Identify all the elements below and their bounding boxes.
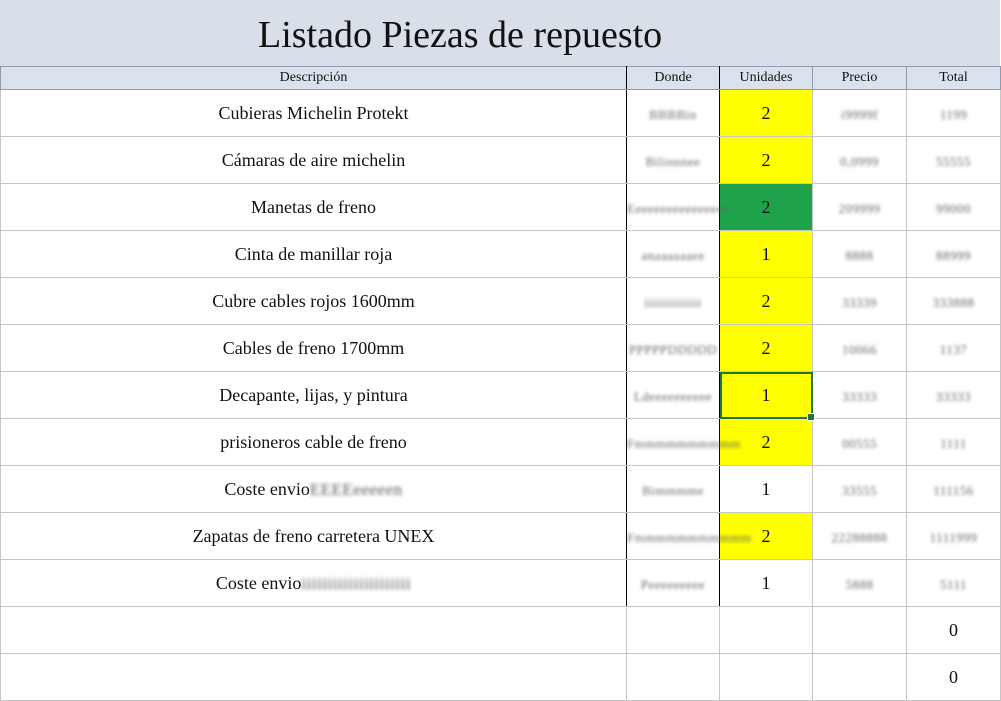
cell-unidades[interactable]: 1	[720, 372, 813, 419]
cell-unidades[interactable]: 1	[720, 560, 813, 607]
precio-text: 5888	[845, 576, 874, 592]
donde-text: iiiiiiiiiiiiii	[644, 294, 702, 310]
cell-precio[interactable]	[813, 90, 907, 137]
cell-unidades[interactable]: 2	[720, 137, 813, 184]
cell-descripcion[interactable]	[1, 137, 627, 184]
cell-total[interactable]	[907, 278, 1001, 325]
descripcion-redacted: iiiiiiiiiiiiiiiiiiiii	[301, 573, 412, 593]
cell-unidades[interactable]	[720, 654, 813, 701]
table-row	[1, 137, 1001, 184]
precio-text: i9999f	[841, 106, 878, 122]
total-text: 33333	[936, 388, 971, 404]
cell-descripcion[interactable]	[1, 607, 627, 654]
cell-unidades[interactable]: 2	[720, 278, 813, 325]
cell-donde[interactable]	[627, 372, 720, 419]
total-text: 0	[949, 666, 958, 687]
cell-precio[interactable]	[813, 513, 907, 560]
cell-precio[interactable]	[813, 325, 907, 372]
table-row	[1, 419, 1001, 466]
precio-text: 33333	[842, 388, 877, 404]
descripcion-text: Coste envio	[224, 478, 310, 499]
column-header-unidades[interactable]: Unidades	[720, 67, 813, 90]
cell-unidades[interactable]: 1	[720, 231, 813, 278]
cell-precio[interactable]	[813, 654, 907, 701]
cell-donde[interactable]	[627, 419, 741, 466]
total-text: 5111	[939, 576, 968, 592]
cell-descripcion[interactable]	[1, 466, 627, 513]
cell-descripcion[interactable]	[1, 654, 627, 701]
donde-text: PPPPPDDDDD	[628, 341, 718, 357]
donde-text: Peeeeeeeee	[640, 576, 706, 592]
donde-text: BBBBin	[649, 106, 697, 122]
cell-unidades[interactable]: 2	[720, 325, 813, 372]
cell-descripcion[interactable]	[1, 372, 627, 419]
fill-handle[interactable]	[807, 413, 815, 421]
cell-precio[interactable]	[813, 278, 907, 325]
descripcion-text: Manetas de freno	[251, 196, 376, 217]
total-text: 1199	[939, 106, 968, 122]
total-text: 55555	[936, 153, 971, 169]
cell-descripcion[interactable]	[1, 90, 627, 137]
table-row	[1, 513, 1001, 560]
descripcion-text: Zapatas de freno carretera UNEX	[192, 525, 435, 546]
table-row	[1, 90, 1001, 137]
cell-donde[interactable]	[627, 231, 720, 278]
descripcion-text: Cubre cables rojos 1600mm	[212, 290, 415, 311]
cell-descripcion[interactable]	[1, 231, 627, 278]
descripcion-text: prisioneros cable de freno	[220, 431, 407, 452]
total-text: 333888	[932, 294, 975, 310]
table-row	[1, 278, 1001, 325]
cell-precio[interactable]	[813, 372, 907, 419]
cell-total[interactable]	[907, 466, 1001, 513]
total-text: 111156	[933, 482, 974, 498]
cell-unidades[interactable]: 2	[720, 513, 813, 560]
descripcion-text: Cubieras Michelin Protekt	[218, 102, 409, 123]
precio-text: 33339	[842, 294, 877, 310]
total-text: 1111	[940, 435, 967, 451]
cell-total[interactable]	[907, 184, 1001, 231]
total-text: 0	[949, 619, 958, 640]
cell-total[interactable]	[907, 419, 1001, 466]
table-row	[1, 325, 1001, 372]
cell-donde[interactable]	[627, 278, 720, 325]
cell-total[interactable]	[907, 90, 1001, 137]
descripcion-text: Cinta de manillar roja	[234, 243, 393, 264]
cell-total[interactable]	[907, 137, 1001, 184]
cell-unidades[interactable]: 2	[720, 184, 813, 231]
cell-total[interactable]	[907, 231, 1001, 278]
column-header-descripcion[interactable]: Descripción	[1, 67, 627, 90]
column-header-donde[interactable]: Donde	[627, 67, 720, 90]
cell-donde[interactable]	[627, 325, 720, 372]
cell-descripcion[interactable]	[1, 560, 627, 607]
total-text: 99000	[936, 200, 971, 216]
precio-text: 00555	[842, 435, 877, 451]
cell-total[interactable]	[907, 513, 1001, 560]
table-row	[1, 372, 1001, 419]
cell-donde[interactable]	[627, 137, 720, 184]
cell-donde[interactable]	[627, 90, 720, 137]
cell-unidades[interactable]: 2	[720, 419, 813, 466]
cell-precio[interactable]	[813, 419, 907, 466]
table-row	[1, 654, 1001, 701]
cell-precio[interactable]	[813, 560, 907, 607]
cell-total[interactable]	[907, 325, 1001, 372]
table-row	[1, 231, 1001, 278]
parts-table	[0, 66, 1001, 701]
precio-text: 33555	[842, 482, 877, 498]
donde-text: Eeeeeeeeeeeeeeee	[627, 200, 730, 216]
descripcion-text: Decapante, lijas, y pintura	[219, 384, 408, 405]
donde-text: Ldeeeeeeeeee	[633, 388, 713, 404]
cell-descripcion[interactable]	[1, 419, 627, 466]
cell-donde[interactable]	[627, 466, 720, 513]
cell-precio[interactable]	[813, 607, 907, 654]
total-text: 88999	[936, 247, 971, 263]
cell-precio[interactable]	[813, 184, 907, 231]
table-row	[1, 560, 1001, 607]
cell-descripcion[interactable]	[1, 278, 627, 325]
header-row	[1, 67, 1001, 90]
cell-donde[interactable]	[627, 513, 752, 560]
cell-total[interactable]	[907, 560, 1001, 607]
cell-unidades[interactable]: 2	[720, 90, 813, 137]
descripcion-text: Cables de freno 1700mm	[222, 337, 405, 358]
sheet-title: Listado Piezas de repuesto	[258, 14, 663, 56]
cell-precio[interactable]	[813, 466, 907, 513]
precio-text: 209999	[838, 200, 881, 216]
donde-text: Fmmmmmmmmmmm	[627, 529, 752, 545]
total-text: 1137	[939, 341, 968, 357]
descripcion-text: Cámaras de aire michelin	[221, 149, 406, 170]
donde-text: Bimmmme	[642, 482, 704, 498]
precio-text: 0,0999	[840, 153, 879, 169]
cell-unidades[interactable]	[720, 607, 813, 654]
total-text: 1111999	[929, 529, 978, 545]
precio-text: 8888	[845, 247, 874, 263]
column-header-precio[interactable]: Precio	[813, 67, 907, 90]
donde-text: anaaaaaaee	[641, 247, 705, 263]
cell-total[interactable]	[907, 654, 1001, 701]
cell-descripcion[interactable]	[1, 184, 627, 231]
table-row	[1, 184, 1001, 231]
precio-text: 10066	[842, 341, 877, 357]
cell-descripcion[interactable]	[1, 513, 627, 560]
cell-donde[interactable]	[627, 184, 730, 231]
precio-text: 22288888	[831, 529, 888, 545]
cell-precio[interactable]	[813, 231, 907, 278]
descripcion-redacted: EEEEeeeeen	[309, 479, 403, 499]
descripcion-text: Coste envio	[215, 572, 302, 593]
column-header-total[interactable]: Total	[907, 67, 1001, 90]
cell-total[interactable]	[907, 607, 1001, 654]
table-row	[1, 466, 1001, 513]
cell-precio[interactable]	[813, 137, 907, 184]
donde-text: Fmmmmmmmmmm	[627, 435, 741, 451]
cell-total[interactable]	[907, 372, 1001, 419]
cell-donde[interactable]	[627, 560, 720, 607]
cell-donde[interactable]	[627, 607, 720, 654]
cell-unidades[interactable]: 1	[720, 466, 813, 513]
table-row	[1, 607, 1001, 654]
cell-donde[interactable]	[627, 654, 720, 701]
donde-text: Bilinnnee	[645, 153, 701, 169]
cell-descripcion[interactable]	[1, 325, 627, 372]
